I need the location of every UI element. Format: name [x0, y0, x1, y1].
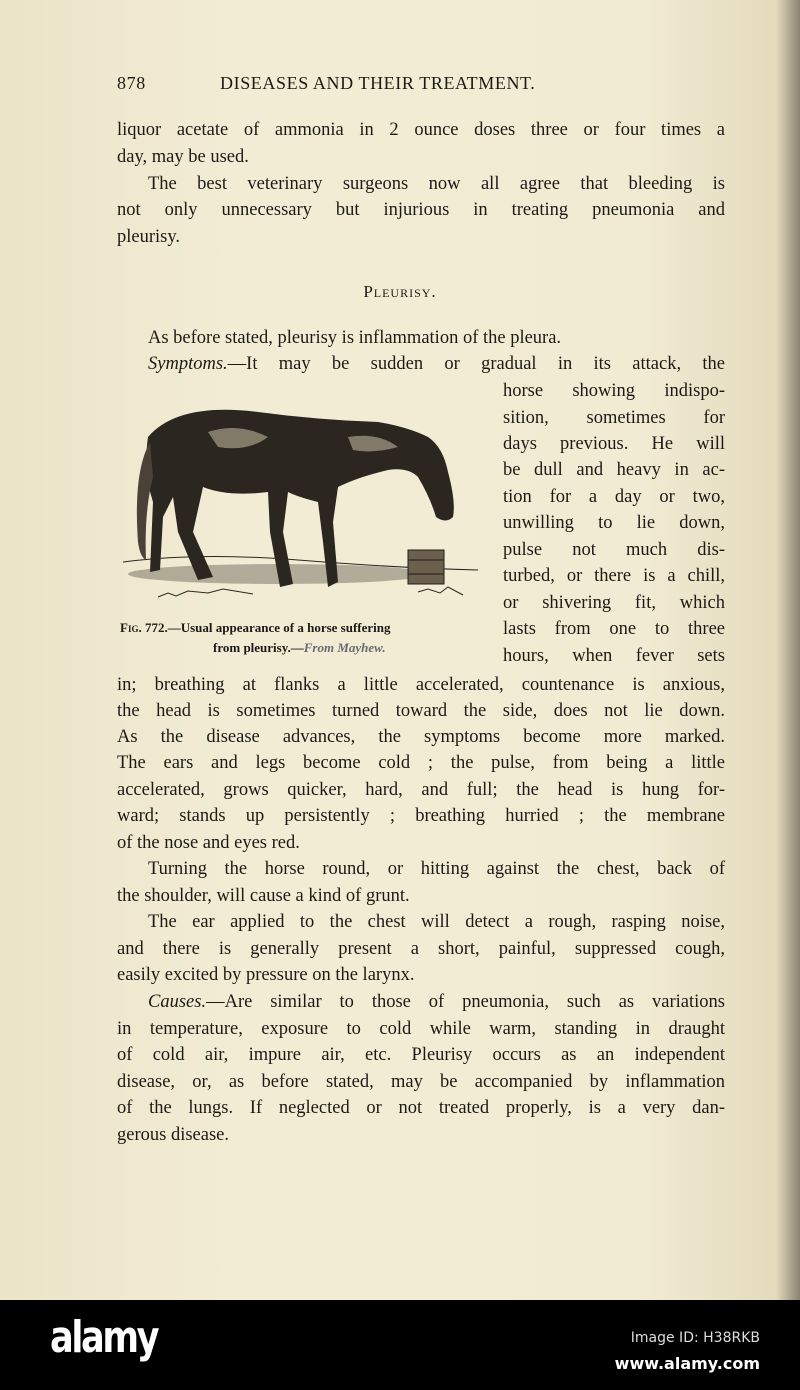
- line-text: gerous disease.: [117, 1125, 229, 1145]
- run-in-heading: Causes.: [148, 992, 207, 1012]
- text-line: [148, 990, 725, 1014]
- text-line: [148, 172, 725, 196]
- line-text: horse showing indispo-: [503, 381, 725, 401]
- line-text: of the lungs. If neglected or not treated properly, is a very dan-: [117, 1098, 725, 1118]
- line-text: sition, sometimes for: [503, 408, 725, 428]
- line-text: the shoulder, will cause a kind of grunt.: [117, 886, 410, 906]
- text-line: [117, 1096, 725, 1120]
- text-line: [117, 198, 725, 222]
- run-in-heading: Symptoms.: [148, 354, 228, 374]
- text-line: [117, 725, 725, 749]
- text-line: [117, 699, 725, 723]
- text-line: [503, 591, 725, 615]
- line-text: days previous. He will: [503, 434, 725, 454]
- line-text: or shivering fit, which: [503, 593, 725, 613]
- figure-caption-line-2: [213, 640, 386, 656]
- line-text: As the disease advances, the symptoms become more marked.: [117, 727, 725, 747]
- image-id: Image ID: H38RKB: [630, 1330, 760, 1346]
- text-line: [503, 379, 725, 403]
- text-line: [117, 751, 725, 775]
- line-text: The best veterinary surgeons now all agree that bleeding is: [148, 174, 725, 194]
- text-line: [503, 406, 725, 430]
- line-text: —It may be sudden or gradual in its attack, the: [227, 354, 725, 374]
- line-text: tion for a day or two,: [503, 487, 725, 507]
- text-line: [503, 644, 725, 668]
- line-text: unwilling to lie down,: [503, 513, 725, 533]
- figure-label: Fig. 772.: [120, 620, 168, 635]
- line-text: disease, or, as before stated, may be accompanied by inflammation: [117, 1072, 725, 1092]
- text-line: [148, 910, 725, 934]
- page-number: 878: [117, 73, 146, 93]
- text-line: [117, 884, 410, 908]
- text-line: [503, 617, 725, 641]
- line-text: easily excited by pressure on the larynx.: [117, 965, 415, 985]
- text-line: [148, 857, 725, 881]
- alamy-logo: alamy: [50, 1312, 158, 1363]
- text-line: [117, 145, 249, 169]
- line-text: Turning the horse round, or hitting against the chest, back of: [148, 859, 725, 879]
- text-line: [117, 118, 725, 142]
- text-line: [503, 511, 725, 535]
- running-head: DISEASES AND THEIR TREATMENT.: [220, 73, 536, 93]
- text-line: [117, 937, 725, 961]
- text-line: [117, 1123, 229, 1147]
- text-line: [117, 1043, 725, 1067]
- line-text: accelerated, grows quicker, hard, and full; the head is hung for-: [117, 780, 725, 800]
- line-text: liquor acetate of ammonia in 2 ounce doses three or four times a: [117, 120, 725, 140]
- line-text: day, may be used.: [117, 147, 249, 167]
- line-text: in; breathing at flanks a little accelerated, countenance is anxious,: [117, 675, 725, 695]
- line-text: in temperature, exposure to cold while warm, standing in draught: [117, 1019, 725, 1039]
- line-text: As before stated, pleurisy is inflammation of the pleura.: [148, 328, 562, 348]
- text-line: [148, 352, 725, 376]
- text-line: [117, 673, 725, 697]
- text-line: [117, 831, 300, 855]
- text-line: [503, 538, 725, 562]
- line-text: and there is generally present a short, painful, suppressed cough,: [117, 939, 725, 959]
- figure-caption-line-1: [120, 620, 391, 636]
- line-text: of the nose and eyes red.: [117, 833, 300, 853]
- section-heading: Pleurisy.: [363, 282, 437, 301]
- text-line: [117, 1017, 725, 1041]
- caption-source: From Mayhew.: [303, 640, 386, 655]
- text-line: [503, 564, 725, 588]
- text-line: [148, 326, 561, 350]
- horse-illustration: [118, 392, 488, 617]
- text-line: [117, 963, 414, 987]
- text-line: [117, 225, 180, 249]
- text-line: [117, 804, 725, 828]
- line-text: pleurisy.: [117, 227, 181, 247]
- line-text: the head is sometimes turned toward the side, does not lie down.: [117, 701, 725, 721]
- watermark-footer: [0, 1300, 800, 1390]
- line-text: hours, when fever sets: [503, 646, 725, 666]
- line-text: not only unnecessary but injurious in treating pneumonia and: [117, 200, 725, 220]
- text-line: [503, 432, 725, 456]
- line-text: ward; stands up persistently ; breathing hurried ; the membrane: [117, 806, 725, 826]
- line-text: —Are similar to those of pneumonia, such as variations: [206, 992, 725, 1012]
- line-text: pulse not much dis-: [503, 540, 725, 560]
- line-text: lasts from one to three: [503, 619, 725, 639]
- text-line: [503, 485, 725, 509]
- caption-text: from pleurisy.—: [213, 640, 304, 655]
- line-text: The ears and legs become cold ; the pulse, from being a little: [117, 753, 725, 773]
- line-text: of cold air, impure air, etc. Pleurisy occurs as an independent: [117, 1045, 725, 1065]
- line-text: The ear applied to the chest will detect a rough, rasping noise,: [148, 912, 725, 932]
- text-line: [117, 778, 725, 802]
- line-text: be dull and heavy in ac-: [503, 460, 725, 480]
- line-text: turbed, or there is a chill,: [503, 566, 725, 586]
- site-url: www.alamy.com: [614, 1354, 760, 1373]
- text-line: [117, 1070, 725, 1094]
- text-line: [503, 458, 725, 482]
- caption-text: —Usual appearance of a horse suffering: [167, 620, 391, 635]
